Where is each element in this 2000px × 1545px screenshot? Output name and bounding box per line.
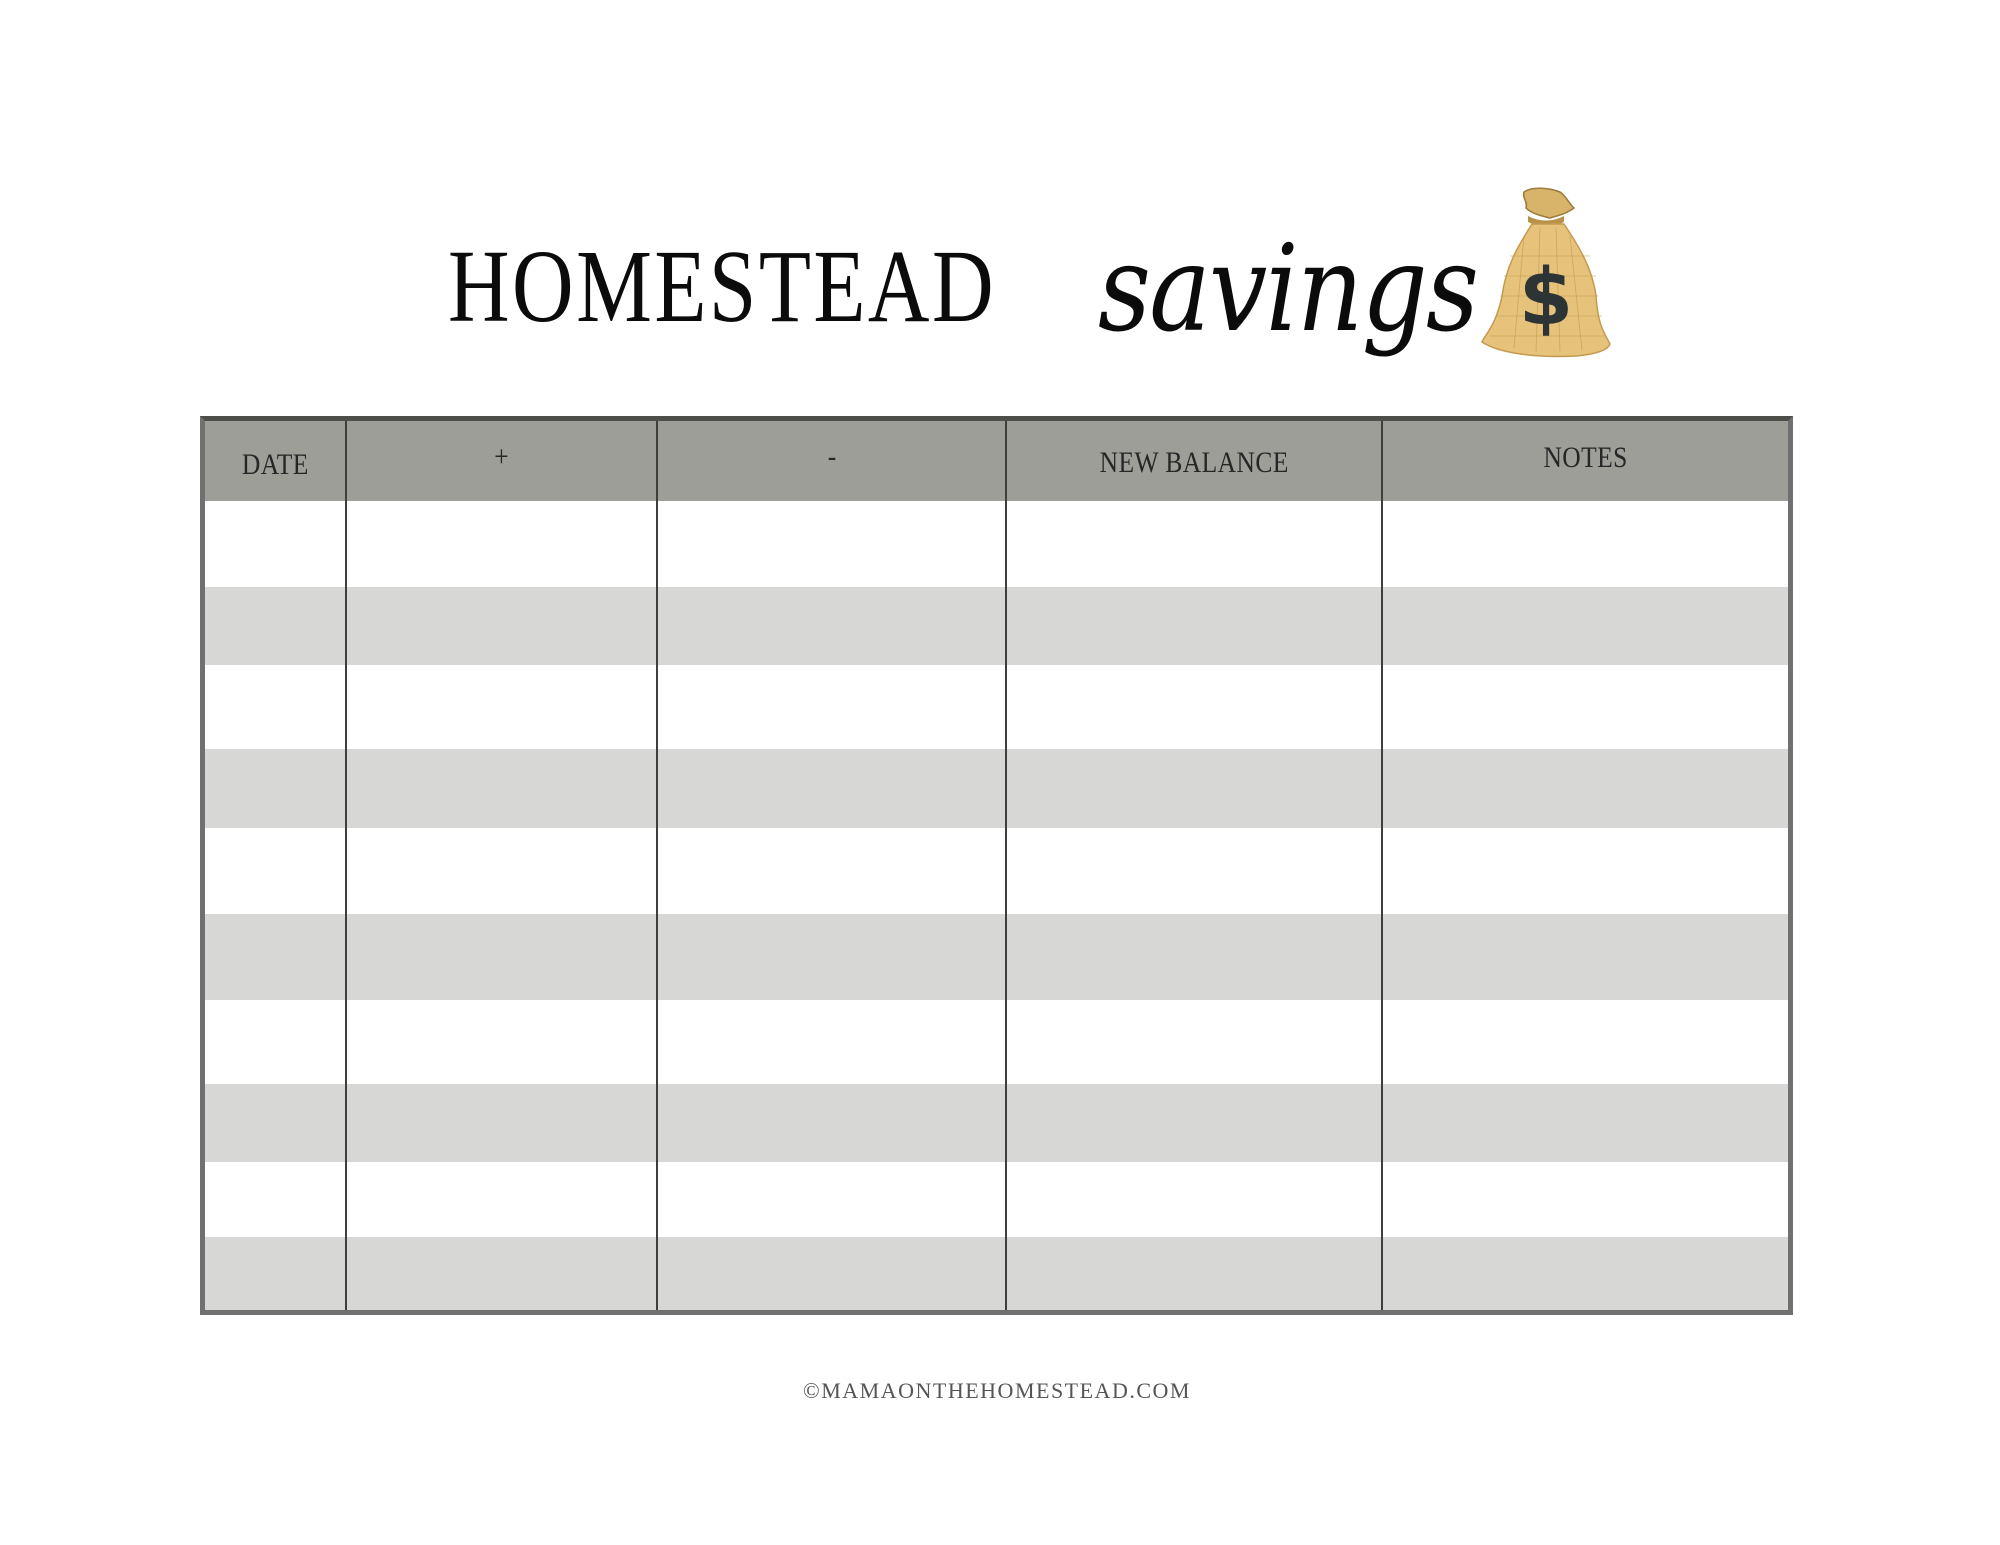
table-row [205,1237,1788,1310]
title-homestead: HOMESTEAD [448,229,997,344]
table-row [205,501,1788,587]
table-row [205,1162,1788,1237]
column-header-plus: + [494,440,510,473]
column-header-date: DATE [242,448,309,481]
title-savings-script: savings [1098,220,1478,359]
money-bag-icon [1480,186,1612,358]
table-row [205,749,1788,828]
copyright-footer: ©MAMAONTHEHOMESTEAD.COM [803,1378,1191,1403]
column-header-minus: - [827,440,837,473]
table-row [205,665,1788,749]
column-header-new-balance: NEW BALANCE [1099,446,1290,479]
column-divider [1381,416,1383,1313]
column-divider [656,416,658,1313]
table-row [205,587,1788,665]
column-header-notes: NOTES [1543,441,1628,474]
svg-text:$: $ [1518,253,1574,343]
table-row [205,1000,1788,1084]
table-row [205,828,1788,914]
column-divider [1005,416,1007,1313]
table-row [205,1084,1788,1162]
column-divider [345,416,347,1313]
table-row [205,914,1788,1000]
table-header [200,416,1793,501]
